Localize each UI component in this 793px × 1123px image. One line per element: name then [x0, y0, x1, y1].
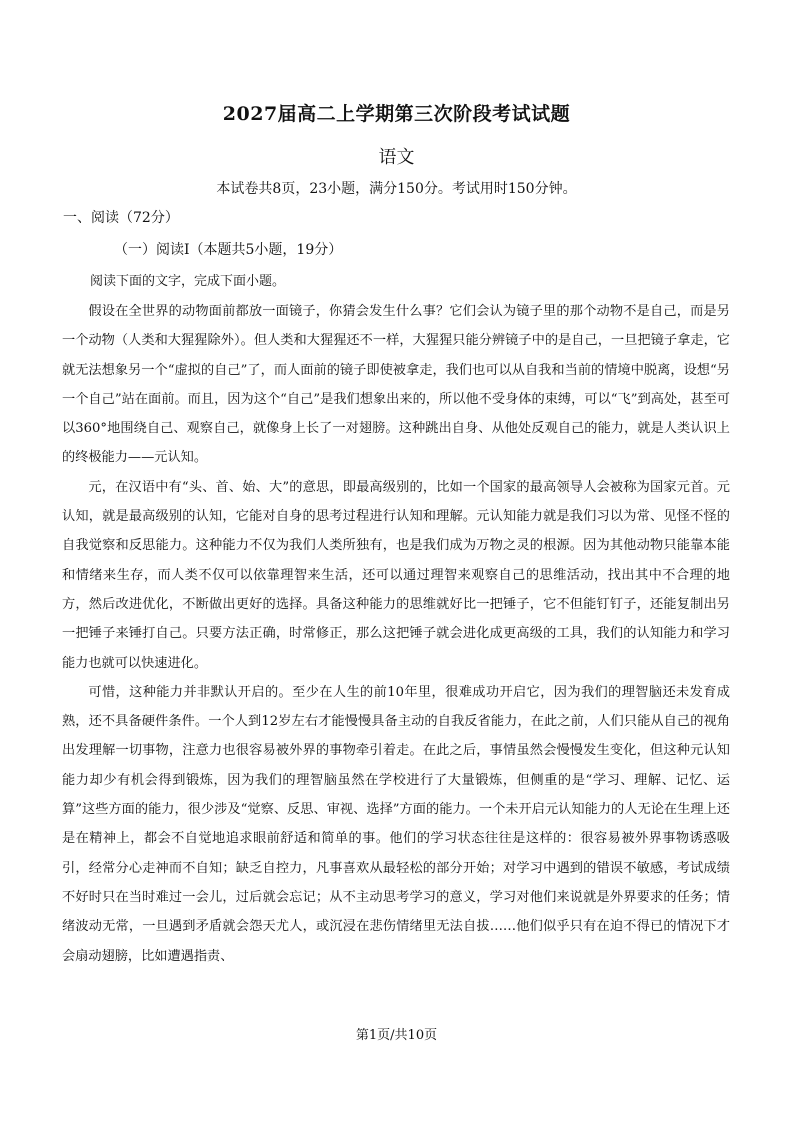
page-footer: 第1页/共10页 — [355, 1028, 438, 1043]
exam-title: 2027届高二上学期第三次阶段考试试题 — [222, 103, 571, 125]
section-heading: 一、阅读（72分） — [63, 210, 179, 226]
subsection-heading: （一）阅读Ⅰ（本题共5小题，19分） — [114, 242, 343, 258]
passage-paragraph: 假设在全世界的动物面前都放一面镜子，你猜会发生什么事？它们会认为镜子里的那个动物不是自己，而是另一个动物（人类和大猩猩除外）。但人类和大猩猩还不一样，大猩猩只能分辨镜子中的是自己，一旦把镜子拿走，它就无法想象另一个“虚拟的自己”了，而人面前的镜子即使被拿走，我们也可以从自我和当前的情境中脱离，设想“另一个自己”站在面前。而且，因为这个“自己”是我们想象出来的，所以他不受身体的束缚，可以“飞”到高处，甚至可以360°地围绕自己、观察自己，就像身上长了一对翅膀。这种跳出自身、从他处反观自己的能力，就是人类认识上的终极能力——元认知。 — [62, 304, 730, 466]
passage-paragraph: 可惜，这种能力并非默认开启的。至少在人生的前10年里，很难成功开启它，因为我们的理智脑还未发育成熟，还不具备硬件条件。一个人到12岁左右才能慢慢具备主动的自我反省能力，在此之前，人们只能从自己的视角出发理解一切事物，注意力也很容易被外界的事物牵引着走。在此之后，事情虽然会慢慢发生变化，但这种元认知能力却少有机会得到锻炼，因为我们的理智脑虽然在学校进行了大量锻炼，但侧重的是“学习、理解、记忆、运算”这些方面的能力，很少涉及“觉察、反思、审视、选择”方面的能力。一个未开启元认知能力的人无论在生理上还是在精神上，都会不自觉地追求眼前舒适和简单的事。他们的学习状态往往是这样的：很容易被外界事物诱惑吸引，经常分心走神而不自知；缺乏自控力，凡事喜欢从最轻松的部分开始；对学习中遇到的错误不敏感，考试成绩不好时只在当时难过一会儿，过后就会忘记；从不主动思考学习的意义，学习对他们来说就是外界要求的任务；情绪波动无常，一旦遇到矛盾就会怨天尤人，或沉浸在悲伤情绪里无法自拔……他们似乎只有在迫不得已的情况下才会扇动翅膀，比如遭遇指责、 — [62, 684, 730, 964]
reading-passage — [62, 297, 730, 971]
passage-paragraph: 元，在汉语中有“头、首、始、大”的意思，即最高级别的，比如一个国家的最高领导人会被称为国家元首。元认知，就是最高级别的认知，它能对自身的思考过程进行认知和理解。元认知能力就是我们习以为常、见怪不怪的自我觉察和反思能力。这种能力不仅为我们人类所独有，也是我们成为万物之灵的根源。因为其他动物只能靠本能和情绪来生存，而人类不仅可以依靠理智来生活，还可以通过理智来观察自己的思维活动，找出其中不合理的地方，然后改进优化，不断做出更好的选择。具备这种能力的思维就好比一把锤子，它不但能钉钉子，还能复制出另一把锤子来锤打自己。只要方法正确，时常修正，那么这把锤子就会进化成更高级的工具，我们的认知能力和学习能力也就可以快速进化。 — [62, 479, 730, 671]
instruction-text: 阅读下面的文字，完成下面小题。 — [90, 274, 286, 289]
subject-heading: 语文 — [378, 147, 415, 168]
exam-info: 本试卷共8页，23小题，满分150分。考试用时150分钟。 — [216, 181, 577, 197]
